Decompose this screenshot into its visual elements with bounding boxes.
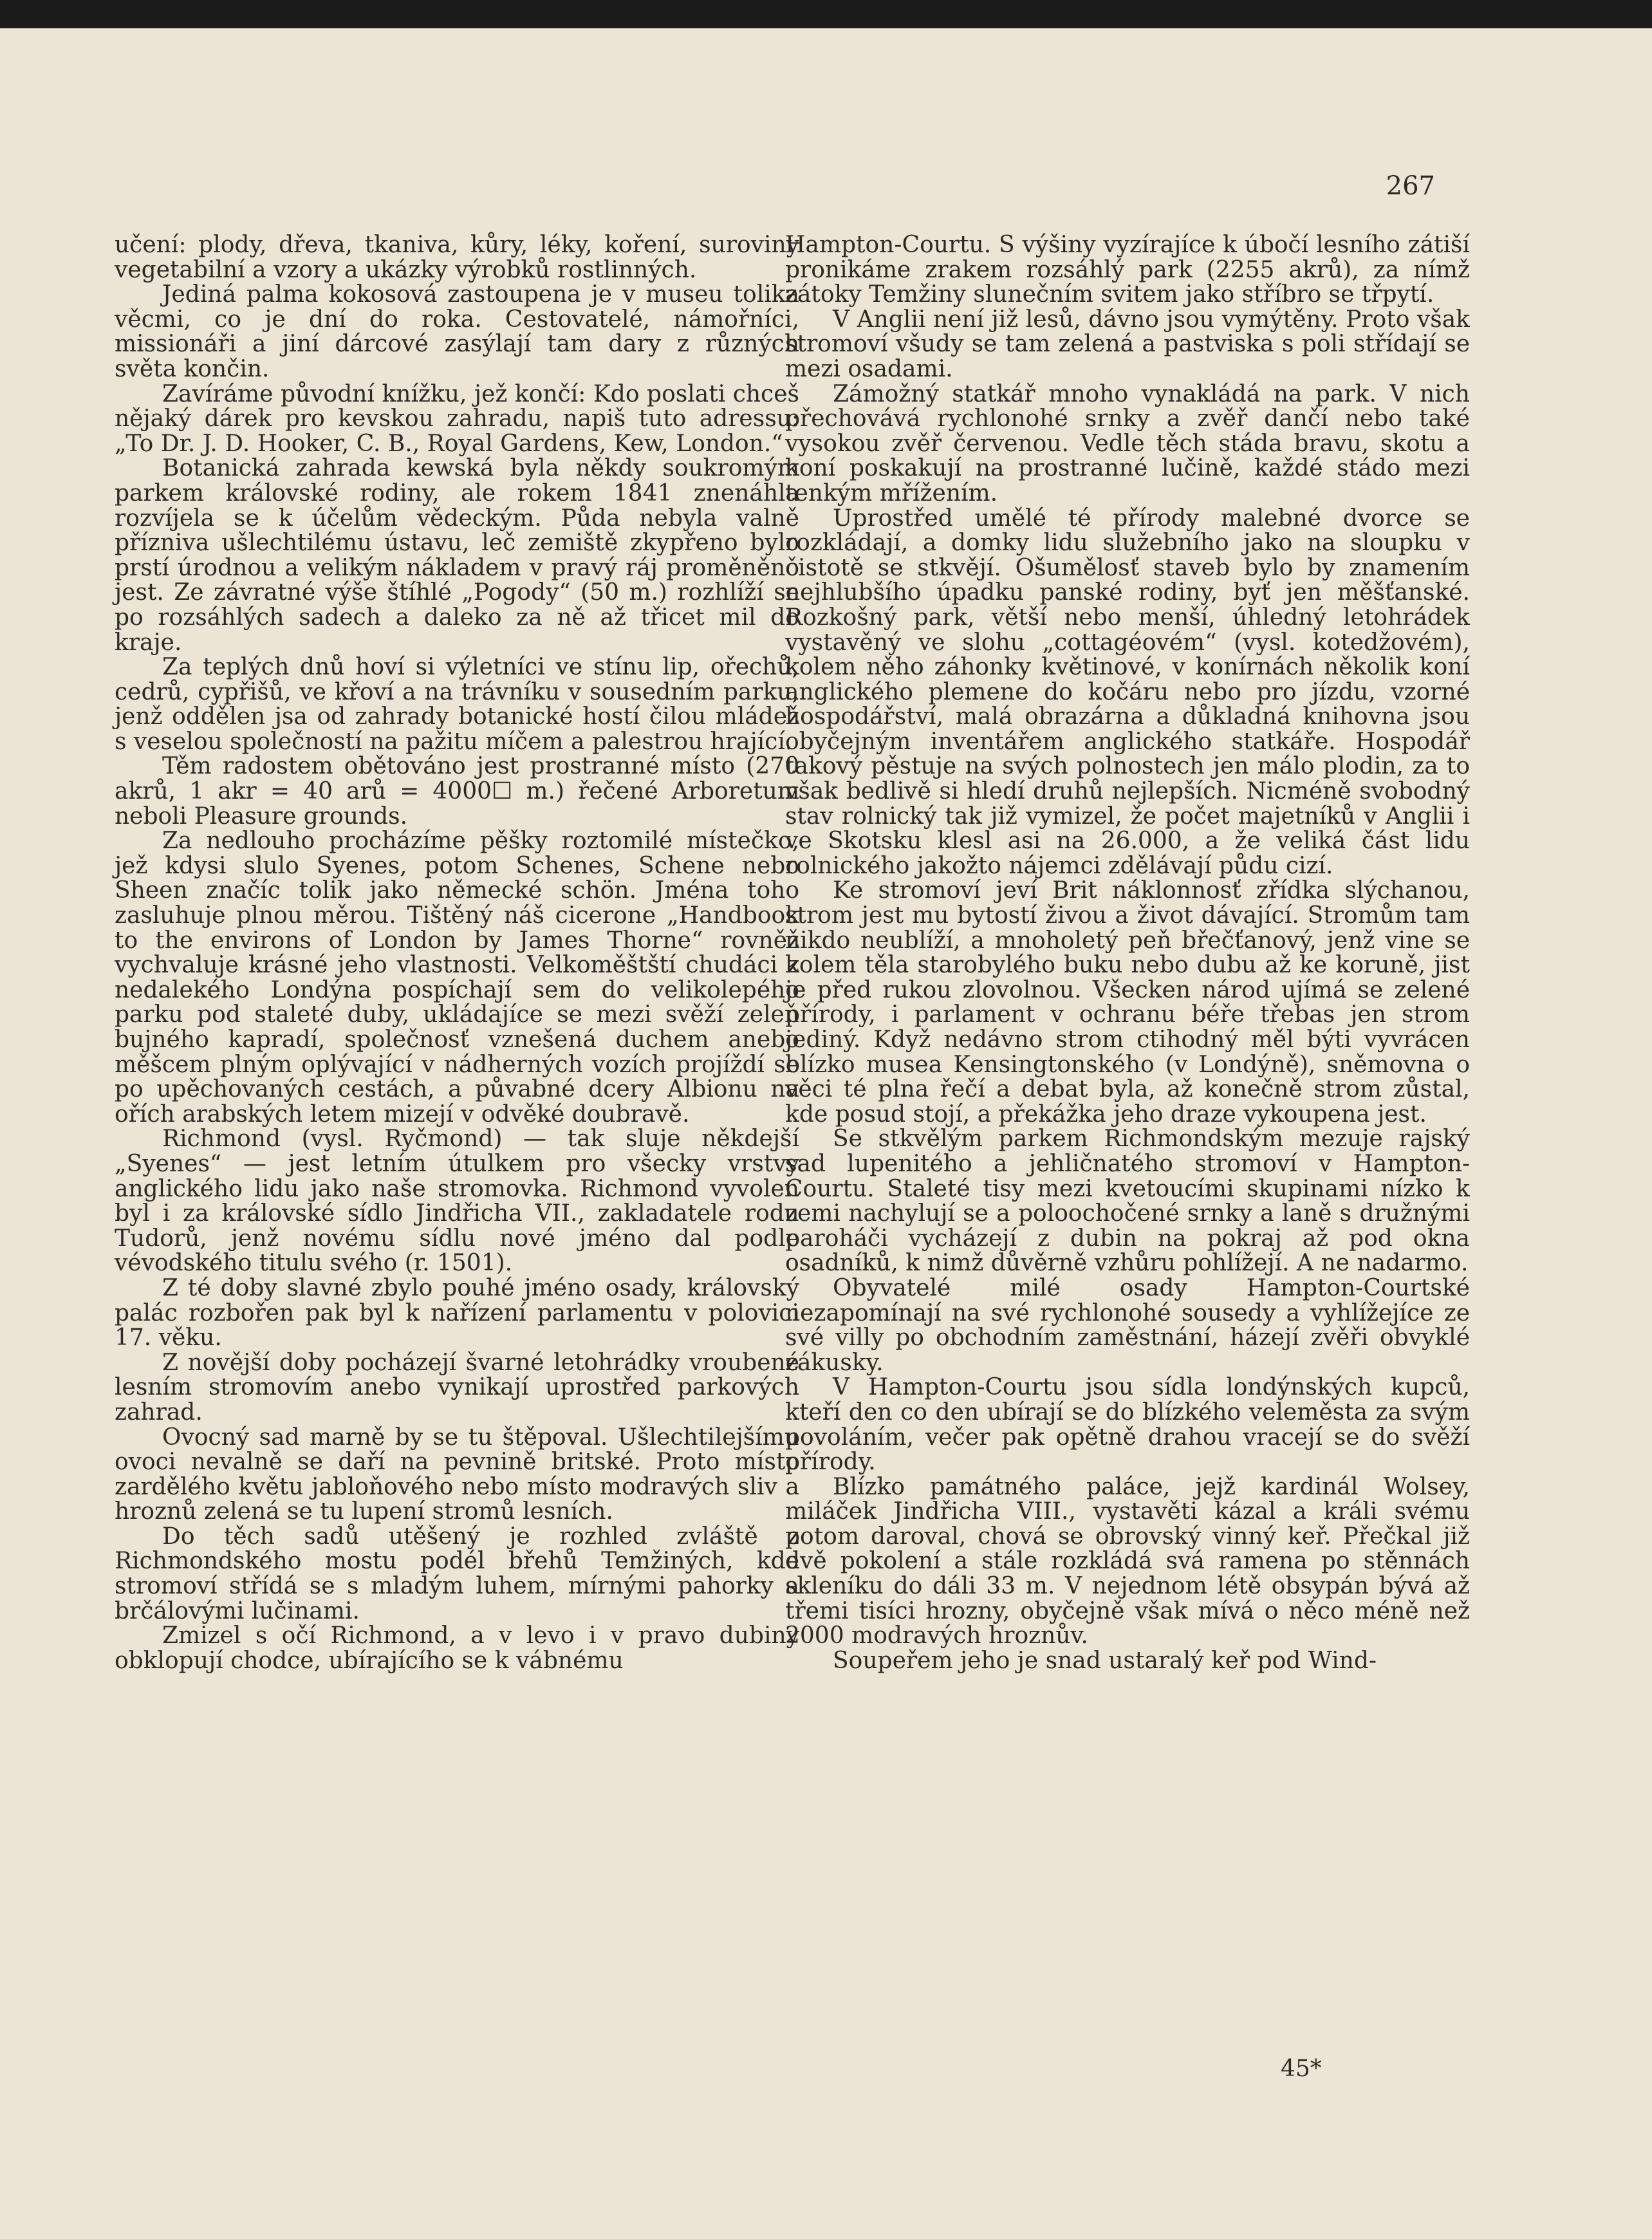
paragraph-right-2: V Anglii není již lesů, dávno jsou vymýtěny. Proto však stromoví všudy se tam zelená a pastviska s poli střídají se mezi osadami. [785, 306, 1470, 382]
left-column [115, 233, 799, 1673]
paragraph-left-11: Ovocný sad marně by se tu štěpoval. Ušlechtilejšímu ovoci nevalně se daří na pevnině britské. Proto místo zardělého květu jabloňového nebo místo modravých sliv a hroznů zelená se tu lupení stromů lesních. [115, 1424, 799, 1525]
paragraph-left-13: Zmizel s očí Richmond, a v levo i v pravo dubiny obklopují chodce, ubírajícího se k vábnému [115, 1622, 799, 1674]
paragraph-left-7: Za nedlouho procházíme pěšky roztomilé místečko, jež kdysi slulo Syenes, potom Schenes, Schene nebo Sheen značíc tolik jako německé schön. Jména toho zasluhuje plnou měrou. Tištěný náš cicerone „Handbook to the environs of London by James Thorne“ rovněž vychvaluje krásné jeho vlastnosti. Velkoměštští chudáci z nedalekého Londýna pospíchají sem do velikolepého parku pod staleté duby, ukládajíce se mezi svěží zeleň bujného kapradí, společnosť vznešená duchem anebo měšcem plným oplývající v nádherných vozích projíždí se po upěchovaných cestách, a půvabné dcery Albionu na ořích arabských letem mizejí v odvěké doubravě. [115, 828, 799, 1128]
paragraph-left-8: Richmond (vysl. Ryčmond) — tak sluje někdejší „Syenes“ — jest letním útulkem pro všecky vrstvy anglického lidu jako naše stromovka. Richmond vyvolen byl i za královské sídlo Jindřicha VII., zakladatele rodu Tudorů, jenž novému sídlu nové jméno dal podle vévodského titulu svého (r. 1501). [115, 1126, 799, 1277]
paragraph-right-10: Soupeřem jeho je snad ustaralý keř pod Wind- [833, 1647, 1377, 1674]
paragraph-left-2: Jediná palma kokosová zastoupena je v museu tolika věcmi, co je dní do roka. Cestovatelé, námořníci, missionáři a jiní dárcové zasýlají tam dary z různých světa končin. [115, 281, 799, 382]
paragraph-left-4: Botanická zahrada kewská byla někdy soukromým parkem královské rodiny, ale rokem 1841 znenáhla rozvíjela se k účelům vědeckým. Půda nebyla valně přízniva ušlechtilému ústavu, leč zemiště zkypřeno bylo prstí úrodnou a velikým nákladem v pravý ráj proměněno jest. Ze závratné výše štíhlé „Pogody“ (50 m.) rozhlíží se po rozsáhlých sadech a daleko za ně až třicet mil do kraje. [115, 455, 799, 656]
paragraph-left-9: Z té doby slavné zbylo pouhé jméno osady, královský palác rozbořen pak byl k nařízení parlamentu v polovici 17. věku. [115, 1274, 799, 1352]
paragraph-right-9: Blízko památného paláce, jejž kardinál Wolsey, miláček Jindřicha VIII., vystavěti kázal a králi svému potom daroval, chová se obrovský vinný keř. Přečkal již dvě pokolení a stále rozkládá svá ramena po stěnnách skleníku do dáli 33 m. V nejednom létě obsypán bývá až třemi tisíci hrozny, obyčejně však mívá o něco méně než 2000 modravých hroznův. [785, 1473, 1470, 1649]
paragraph-left-3: Zavíráme původní knížku, jež končí: Kdo poslati chceš nějaký dárek pro kevskou zahradu, napiš tuto adressu: „To Dr. J. D. Hooker, C. B., Royal Gardens, Kew, London.“ [115, 380, 799, 457]
paragraph-right-1: Hampton-Courtu. S výšiny vyzírajíce k úbočí lesního zátiší pronikáme zrakem rozsáhlý park (2255 akrů), za nímž zátoky Temžiny slunečním svitem jako stříbro se třpytí. [785, 232, 1470, 308]
paragraph-left-6: Těm radostem obětováno jest prostranné místo (270 akrů, 1 akr = 40 arů = 4000☐ m.) řečené Arboretum neboli Pleasure grounds. [115, 753, 799, 830]
paragraph-right-7: Obyvatelé milé osady Hampton-Courtské nezapomínají na své rychlonohé sousedy a vyhlížejíce ze své villy po obchodním zaměstnání, házejí zvěři obvyklé zákusky. [785, 1274, 1470, 1376]
book-page [0, 28, 1652, 2239]
paragraph-left-5: Za teplých dnů hoví si výletníci ve stínu lip, ořechů, cedrů, cypřišů, ve křoví a na trávníku v sousedním parku, jenž oddělen jsa od zahrady botanické hostí čilou mládež s veselou společností na pažitu míčem a palestrou hrající. [115, 654, 799, 755]
signature-mark: 45* [1281, 2056, 1322, 2082]
paragraph-left-1: učení: plody, dřeva, tkaniva, kůry, léky, koření, suroviny vegetabilní a vzory a ukázky výrobků rostlinných. [115, 232, 799, 283]
paragraph-right-5: Ke stromoví jeví Brit náklonnosť zřídka slýchanou, strom jest mu bytostí živou a život dávající. Stromům tam nikdo neublíží, a mnoholetý peň břečťanový, jenž vine se kolem těla starobylého buku nebo dubu až ke koruně, jist je před rukou zlovolnou. Všecken národ ujímá se zelené přírody, i parlament v ochranu béře třebas jen strom jediný. Když nedávno strom ctihodný měl býti vyvrácen blízko musea Kensingtonského (v Londýně), sněmovna o věci té plna řečí a debat byla, až konečně strom zůstal, kde posud stojí, a překážka jeho draze vykoupena jest. [785, 877, 1470, 1128]
page-number: 267 [1386, 171, 1435, 201]
paragraph-right-8: V Hampton-Courtu jsou sídla londýnských kupců, kteří den co den ubírají se do blízkého veleměsta za svým povoláním, večer pak opětně drahou vracejí se do svěží přírody. [785, 1374, 1470, 1476]
paragraph-left-12: Do těch sadů utěšený je rozhled zvláště z Richmondského mostu podél břehů Temžiných, kde stromoví střídá se s mladým luhem, mírnými pahorky a brčálovými lučinami. [115, 1523, 799, 1624]
paragraph-right-4: Uprostřed umělé té přírody malebné dvorce se rozkládají, a domky lidu služebního jako na sloupku v čistotě se stkvějí. Ošumělosť staveb bylo by znamením nejhlubšího úpadku panské rodiny, byť jen měšťanské. Rozkošný park, větší nebo menší, úhledný letohrádek vystavěný ve slohu „cottagéovém“ (vysl. kotedžovém), kolem něho záhonky květinové, v konírnách několik koní anglického plemene do kočáru nebo pro jízdu, vzorné hospodářství, malá obrazárna a důkladná knihovna jsou obyčejným inventářem anglického statkáře. Hospodář takový pěstuje na svých polnostech jen málo plodin, za to však bedlivě si hledí druhů nejlepších. Nicméně svobodný stav rolnický tak již vymizel, že počet majetníků v Anglii i ve Skotsku klesl asi na 26.000, a že veliká část lidu rolnického jakožto nájemci zdělávají půdu cizí. [785, 505, 1470, 879]
paragraph-right-6: Se stkvělým parkem Richmondským mezuje rajský sad lupenitého a jehličnatého stromoví v Hampton-Courtu. Staleté tisy mezi kvetoucími skupinami nízko k zemi nachylují se a poloochočené srnky a laně s družnými paroháči vycházejí z dubin na pokraj až pod okna osadníků, k nimž důvěrně vzhůru pohlížejí. A ne nadarmo. [785, 1126, 1470, 1277]
right-column [785, 233, 1470, 1673]
paragraph-right-3: Zámožný statkář mnoho vynakládá na park. V nich přechovává rychlonohé srnky a zvěř dančí nebo také vysokou zvěř červenou. Vedle těch stáda bravu, skotu a koní poskakují na prostranné lučině, každé stádo mezi tenkým mřížením. [785, 380, 1470, 506]
paragraph-left-10: Z novější doby pocházejí švarné letohrádky vroubené lesním stromovím anebo vynikají uprostřed parkových zahrad. [115, 1349, 799, 1426]
